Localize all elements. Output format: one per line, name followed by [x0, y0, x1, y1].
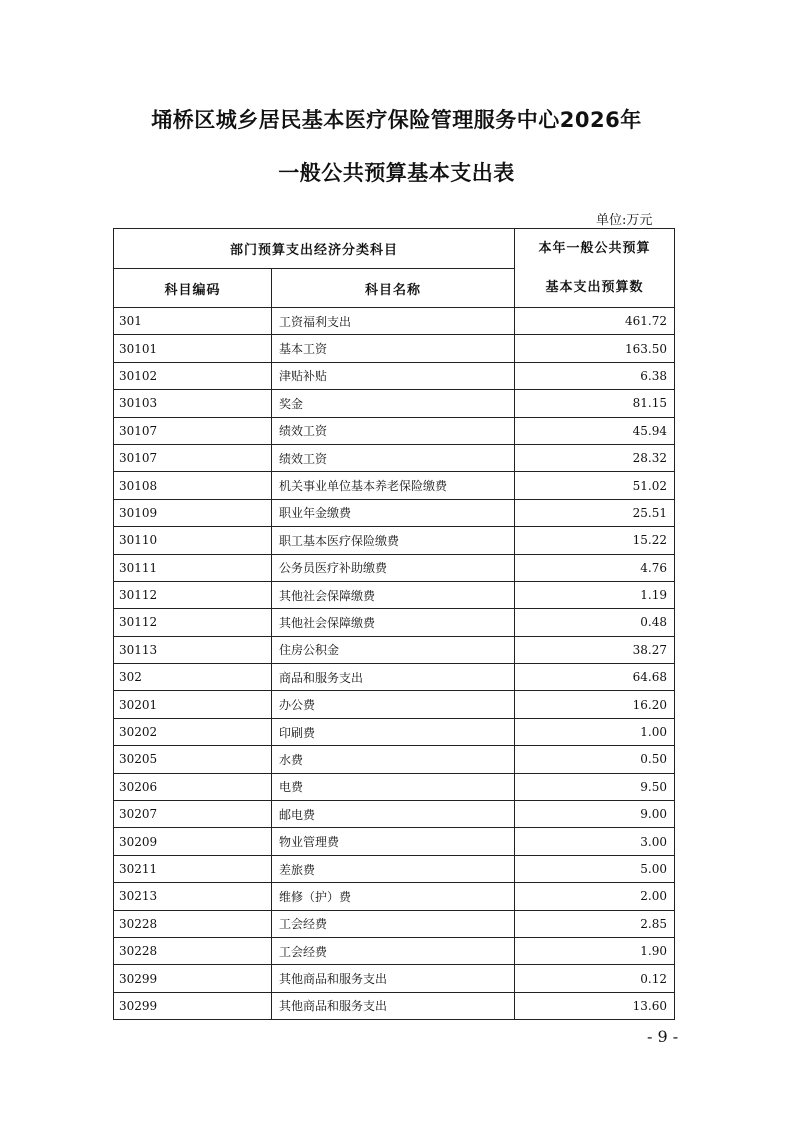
code-cell: 30101: [114, 335, 272, 362]
name-cell: 其他商品和服务支出: [272, 992, 515, 1019]
name-cell: 维修（护）费: [272, 883, 515, 910]
name-cell: 其他社会保障缴费: [272, 609, 515, 636]
amount-cell: 0.12: [515, 965, 675, 992]
amount-cell: 163.50: [515, 335, 675, 362]
table-row: [114, 773, 675, 800]
name-cell: 绩效工资: [272, 417, 515, 444]
table-row: [114, 664, 675, 691]
amount-cell: 9.00: [515, 801, 675, 828]
table-row: [114, 718, 675, 745]
code-cell: 30202: [114, 718, 272, 745]
page-number: - 9 -: [647, 1027, 679, 1046]
table-row: [114, 472, 675, 499]
code-cell: 30102: [114, 362, 272, 389]
table-title: 一般公共预算基本支出表: [278, 161, 515, 185]
amount-cell: 4.76: [515, 554, 675, 581]
table-row: [114, 746, 675, 773]
amount-cell: 3.00: [515, 828, 675, 855]
name-cell: 工会经费: [272, 937, 515, 964]
table-row: [114, 828, 675, 855]
name-cell: 电费: [272, 773, 515, 800]
amount-cell: 28.32: [515, 444, 675, 471]
code-cell: 30111: [114, 554, 272, 581]
amount-cell: 64.68: [515, 664, 675, 691]
amount-cell: 38.27: [515, 636, 675, 663]
amount-cell: 461.72: [515, 308, 675, 335]
table-row: [114, 883, 675, 910]
amount-cell: 1.19: [515, 581, 675, 608]
code-cell: 30108: [114, 472, 272, 499]
name-cell: 工资福利支出: [272, 308, 515, 335]
name-cell: 水费: [272, 746, 515, 773]
name-cell: 印刷费: [272, 718, 515, 745]
name-cell: 其他商品和服务支出: [272, 965, 515, 992]
table-row: [114, 992, 675, 1019]
header-amount: [515, 229, 675, 308]
amount-cell: 6.38: [515, 362, 675, 389]
name-cell: 商品和服务支出: [272, 664, 515, 691]
header-name: 科目名称: [272, 269, 515, 308]
header-classification: 部门预算支出经济分类科目: [114, 229, 515, 269]
code-cell: 30107: [114, 444, 272, 471]
table-row: [114, 965, 675, 992]
header-code: 科目编码: [114, 269, 272, 308]
name-cell: 工会经费: [272, 910, 515, 937]
amount-cell: 2.00: [515, 883, 675, 910]
code-cell: 30209: [114, 828, 272, 855]
amount-cell: 45.94: [515, 417, 675, 444]
unit-label: 单位:万元: [596, 213, 653, 228]
name-cell: 住房公积金: [272, 636, 515, 663]
code-cell: 30228: [114, 910, 272, 937]
code-cell: 30109: [114, 499, 272, 526]
table-row: [114, 855, 675, 882]
table-row: [114, 581, 675, 608]
amount-cell: 16.20: [515, 691, 675, 718]
code-cell: 30228: [114, 937, 272, 964]
name-cell: 奖金: [272, 390, 515, 417]
code-cell: 30112: [114, 581, 272, 608]
name-cell: 物业管理费: [272, 828, 515, 855]
amount-cell: 25.51: [515, 499, 675, 526]
code-cell: 302: [114, 664, 272, 691]
code-cell: 30112: [114, 609, 272, 636]
amount-cell: 0.48: [515, 609, 675, 636]
table-row: [114, 499, 675, 526]
table-row: [114, 362, 675, 389]
table-body: [114, 308, 675, 1020]
name-cell: 邮电费: [272, 801, 515, 828]
table-row: [114, 554, 675, 581]
name-cell: 基本工资: [272, 335, 515, 362]
table-row: [114, 801, 675, 828]
name-cell: 津贴补贴: [272, 362, 515, 389]
amount-cell: 81.15: [515, 390, 675, 417]
amount-cell: 51.02: [515, 472, 675, 499]
code-cell: 30113: [114, 636, 272, 663]
name-cell: 职工基本医疗保险缴费: [272, 527, 515, 554]
table-row: [114, 390, 675, 417]
code-cell: 30211: [114, 855, 272, 882]
document-title: 埇桥区城乡居民基本医疗保险管理服务中心2026年: [151, 108, 642, 132]
table-row: [114, 308, 675, 335]
code-cell: 30207: [114, 801, 272, 828]
amount-cell: 1.00: [515, 718, 675, 745]
table-row: [114, 527, 675, 554]
amount-cell: 0.50: [515, 746, 675, 773]
code-cell: 30201: [114, 691, 272, 718]
name-cell: 绩效工资: [272, 444, 515, 471]
table-row: [114, 609, 675, 636]
amount-cell: 1.90: [515, 937, 675, 964]
table-row: [114, 937, 675, 964]
table-row: [114, 636, 675, 663]
code-cell: 30205: [114, 746, 272, 773]
amount-cell: 15.22: [515, 527, 675, 554]
name-cell: 办公费: [272, 691, 515, 718]
name-cell: 职业年金缴费: [272, 499, 515, 526]
table-row: [114, 691, 675, 718]
code-cell: 30299: [114, 965, 272, 992]
amount-cell: 9.50: [515, 773, 675, 800]
name-cell: 公务员医疗补助缴费: [272, 554, 515, 581]
code-cell: 30107: [114, 417, 272, 444]
header-amount-text: 本年一般公共预算基本支出预算数: [538, 241, 651, 295]
table-row: [114, 910, 675, 937]
table-row: [114, 417, 675, 444]
table-row: [114, 444, 675, 471]
code-cell: 30103: [114, 390, 272, 417]
name-cell: 其他社会保障缴费: [272, 581, 515, 608]
code-cell: 301: [114, 308, 272, 335]
code-cell: 30213: [114, 883, 272, 910]
amount-cell: 2.85: [515, 910, 675, 937]
name-cell: 差旅费: [272, 855, 515, 882]
name-cell: 机关事业单位基本养老保险缴费: [272, 472, 515, 499]
budget-table: [113, 228, 675, 1020]
code-cell: 30110: [114, 527, 272, 554]
table-row: [114, 335, 675, 362]
code-cell: 30299: [114, 992, 272, 1019]
amount-cell: 13.60: [515, 992, 675, 1019]
code-cell: 30206: [114, 773, 272, 800]
amount-cell: 5.00: [515, 855, 675, 882]
